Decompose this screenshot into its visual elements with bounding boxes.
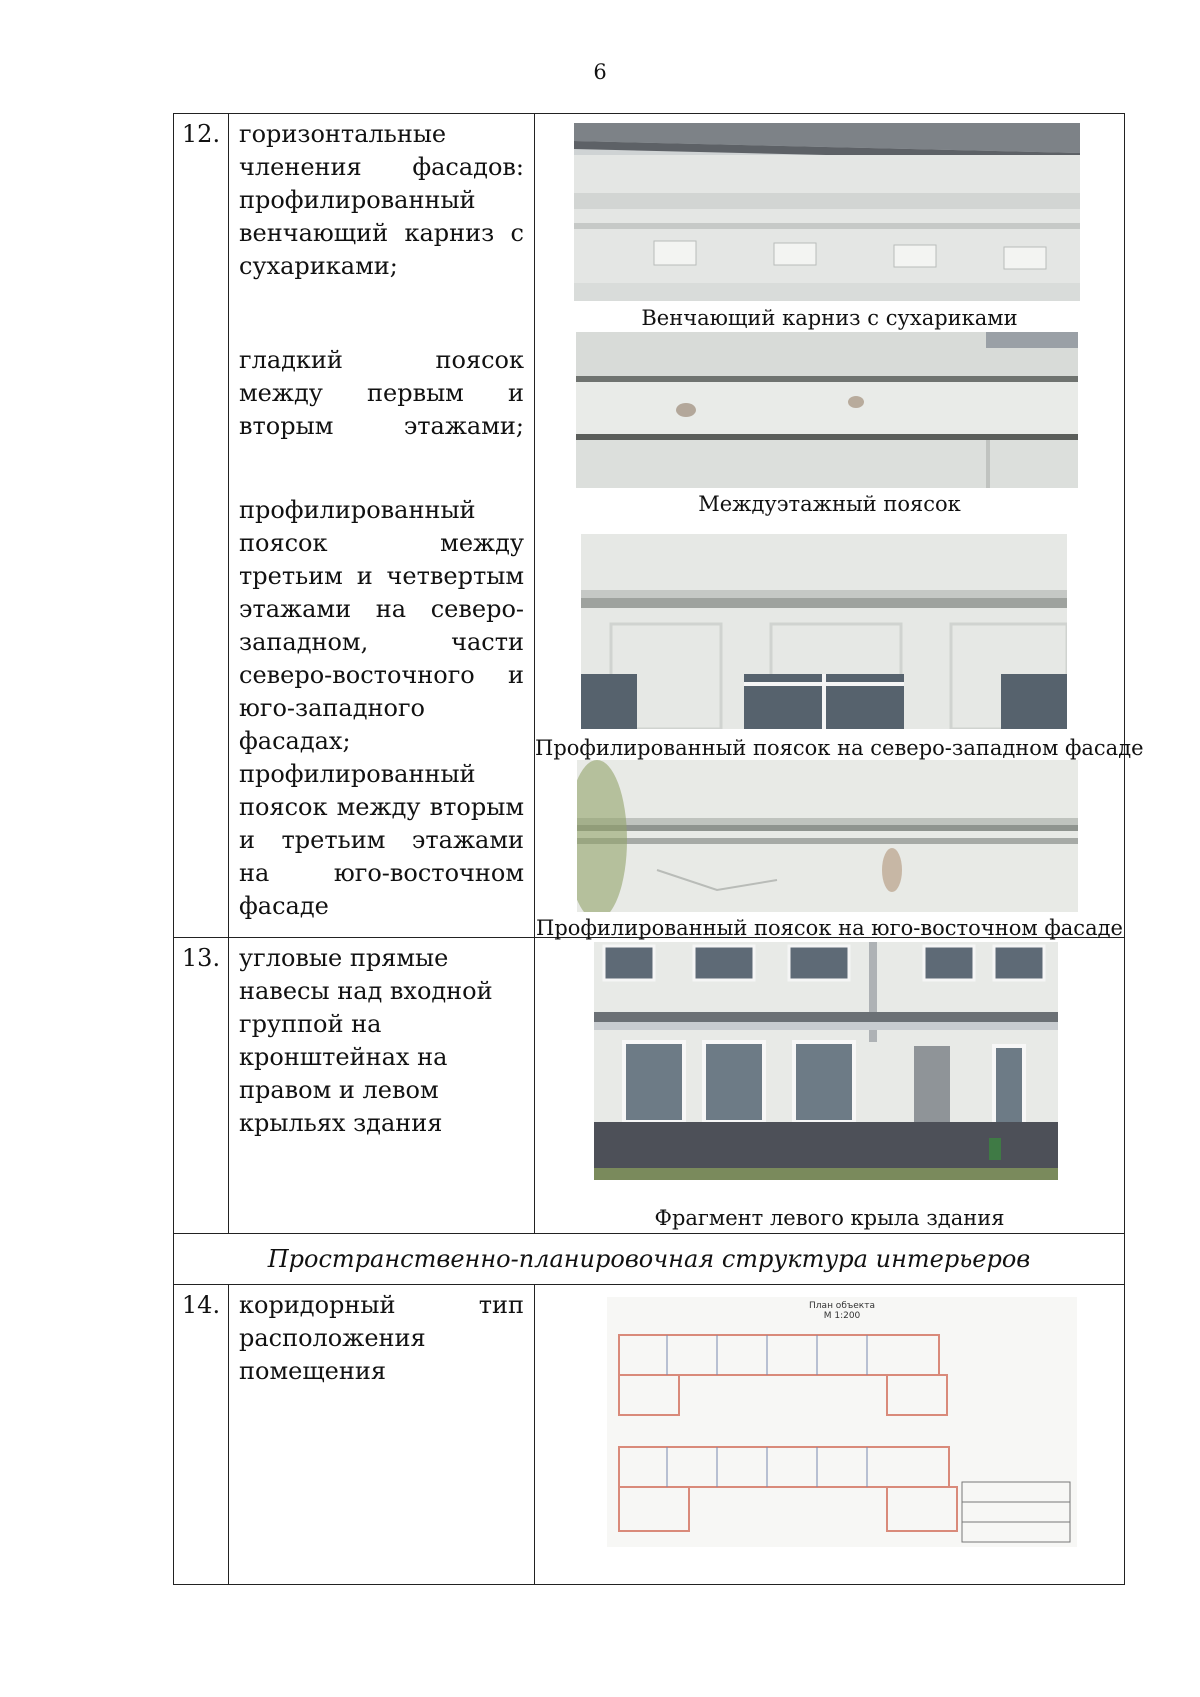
features-table (173, 113, 1144, 1585)
photo-caption: Междуэтажный поясок (698, 492, 961, 516)
row-number: 14. (174, 1285, 229, 1585)
photo-caption: Фрагмент левого крыла здания (654, 1206, 1005, 1230)
plan-scale: М 1:200 (823, 1311, 861, 1321)
table-row (174, 114, 1125, 938)
section-heading: Пространственно-планировочная структура интерьеров (174, 1234, 1125, 1285)
row-description (229, 114, 535, 938)
plan-title: План объекта (809, 1301, 875, 1311)
row-number: 12. (174, 114, 229, 938)
table-row (174, 938, 1125, 1234)
page-number: 6 (593, 60, 607, 84)
row-illustrations (535, 114, 1144, 940)
text-paragraph: горизонтальные членения фасадов: профилированный венчающий карниз с сухариками; (239, 120, 524, 280)
text-paragraph: коридорный тип расположения помещения (239, 1291, 524, 1385)
band-photo (576, 332, 1078, 488)
northwest-band-photo (581, 534, 1067, 729)
table-row (174, 1285, 1125, 1585)
section-heading-row (174, 1234, 1125, 1285)
text-paragraph: угловые прямые навесы над входной группой на кронштейнах на правом и левом крыльях здания (239, 944, 493, 1137)
southeast-band-photo (577, 760, 1078, 912)
photo-caption: Профилированный поясок на юго-восточном фасаде (536, 916, 1123, 940)
text-paragraph: гладкий поясок между первым и вторым этажами; (239, 346, 524, 440)
row-illustrations (535, 938, 1125, 1234)
row-number: 13. (174, 938, 229, 1234)
left-wing-photo (594, 942, 1058, 1180)
photo-caption: Венчающий карниз с сухариками (641, 306, 1018, 330)
cornice-photo (574, 123, 1080, 301)
row-illustrations (535, 1285, 1125, 1585)
row-description (229, 1285, 535, 1585)
text-paragraph: профилированный поясок между третьим и четвертым этажами на северо-западном, части северо-восточного и юго-западного фасадах; профилированный поясок между вторым и третьим этажами на юго-восточном фасаде (239, 496, 524, 920)
floor-plan-image (607, 1297, 1077, 1547)
row-description (229, 938, 535, 1234)
photo-caption: Профилированный поясок на северо-западном фасаде (535, 736, 1144, 760)
